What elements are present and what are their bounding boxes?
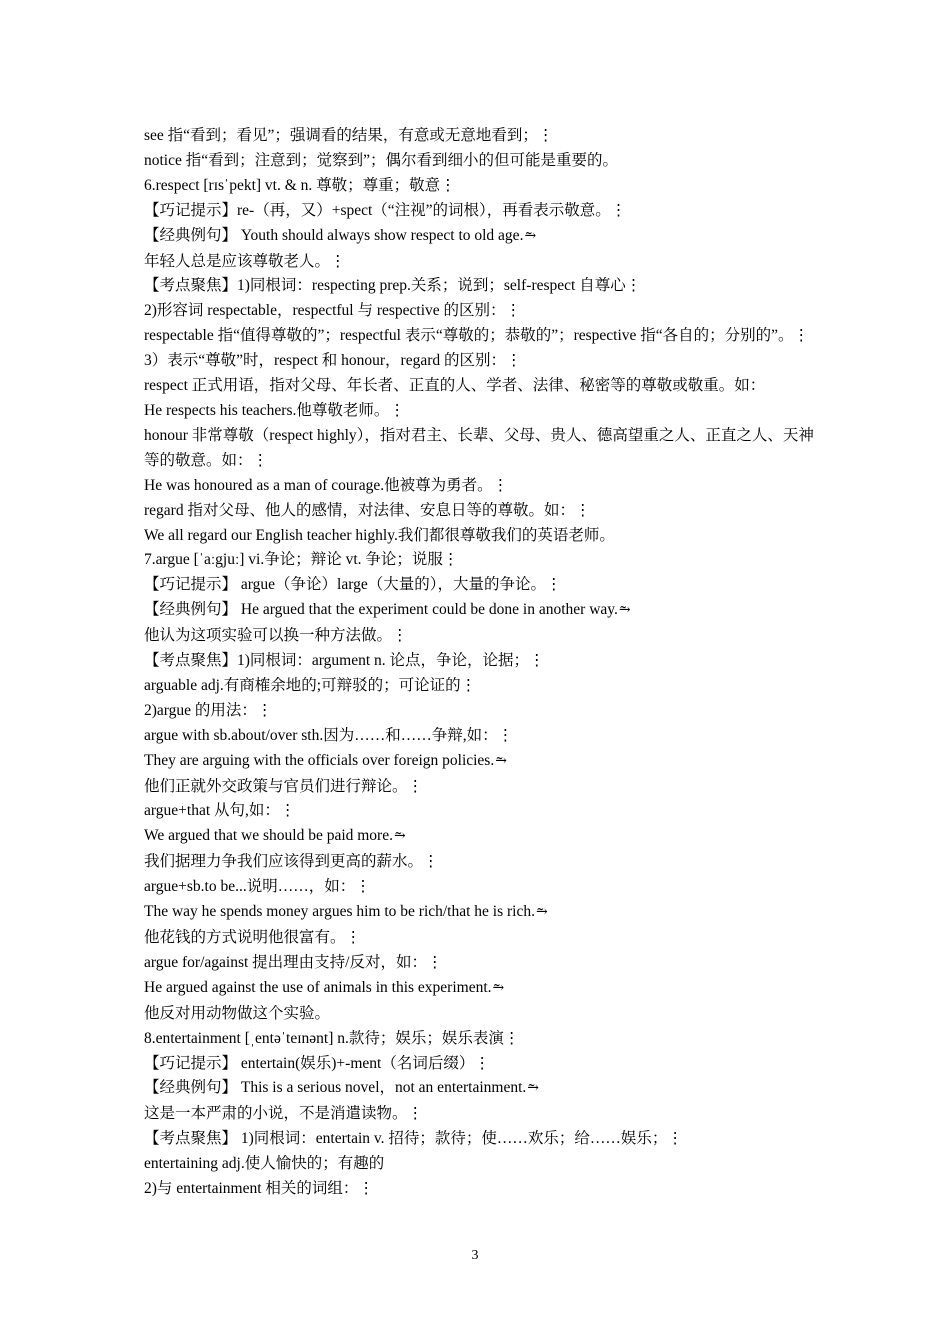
example-line [144,598,814,624]
text-line: see 指“看到；看见”；强调看的结果，有意或无意地看到；⋮ [144,127,554,144]
text-line: 【考点聚焦】1)同根词：argument n. 论点，争论，论据；⋮ [144,652,545,670]
example-text: We argued that we should be paid more. [144,827,393,845]
text-line: 2)与 entertainment 相关的词组：⋮ [144,1180,374,1198]
example-line [144,749,814,775]
example-text: 【经典例句】 This is a serious novel，not an entertainment. [144,1079,527,1097]
text-line: 【巧记提示】 entertain(娱乐)+-ment（名词后缀）⋮ [144,1054,490,1072]
text-line: 【巧记提示】 argue（争论）large（大量的），大量的争论。⋮ [144,576,562,594]
example-line [144,824,814,850]
example-text: 【经典例句】 Youth should always show respect to old age. [144,226,524,244]
link-mark-icon: ⥲ [495,753,507,769]
text-line: 他们正就外交政策与官员们进行辩论。⋮ [144,777,424,795]
text-line: We all regard our English teacher highly.我们都很尊敬我们的英语老师。 [144,526,615,544]
text-line: notice 指“看到；注意到；觉察到”；偶尔看到细小的但可能是重要的。 [144,151,619,169]
example-text: 【经典例句】 He argued that the experiment could be done in another way. [144,601,618,619]
text-line: 他认为这项实验可以换一种方法做。⋮ [144,627,408,645]
page-number: 3 [471,1248,479,1263]
text-line: 【考点聚焦】1)同根词：respecting prep.关系；说到；self-respect 自尊心⋮ [144,277,642,295]
example-line [144,900,814,926]
text-line: argue with sb.about/over sth.因为……和……争辩,如：⋮ [144,726,514,744]
text-line: 8.entertainment [ˌentəˈteɪnənt] n.款待；娱乐；娱乐表演⋮ [144,1029,520,1047]
text-line: 年轻人总是应该尊敬老人。⋮ [144,252,346,270]
text-line: respect 正式用语，指对父母、年长者、正直的人、学者、法律、秘密等的尊敬或敬重。如： [144,377,766,395]
text-line: 他花钱的方式说明他很富有。⋮ [144,929,362,946]
text-line: argue for/against 提出理由支持/反对，如：⋮ [144,953,443,971]
link-mark-icon: ⥲ [536,905,548,921]
link-mark-icon: ⥲ [618,603,631,619]
example-text: He argued against the use of animals in this experiment. [144,978,492,996]
text-line: 7.argue [ˈaːgjuː] vi.争论；辩论 vt. 争论；说服⋮ [144,551,459,569]
example-line [144,224,814,250]
text-line: 6.respect [rɪsˈpekt] vt. & n. 尊敬；尊重；敬意⋮ [144,176,456,194]
example-text: They are arguing with the officials over foreign policies. [144,751,495,769]
text-line: arguable adj.有商榷余地的;可辩驳的；可论证的⋮ [144,676,477,694]
text-line: argue+sb.to be...说明……，如：⋮ [144,878,371,896]
page-body [144,124,814,1202]
text-line: respectable 指“值得尊敬的”；respectful 表示“尊敬的；恭敬的”；respective 指“各自的；分别的”。⋮ [144,327,810,345]
link-mark-icon: ⥲ [527,1081,540,1097]
example-text: The way he spends money argues him to be rich/that he is rich. [144,903,535,921]
link-mark-icon: ⥲ [393,829,406,845]
text-line: 【巧记提示】re-（再，又）+spect（“注视”的词根），再看表示敬意。⋮ [144,201,627,219]
link-mark-icon: ⥲ [492,980,505,996]
text-line: entertaining adj.使人愉快的；有趣的 [144,1155,385,1173]
text-line: 这是一本严肃的小说，不是消遣读物。⋮ [144,1105,424,1123]
text-line: He respects his teachers.他尊敬老师。⋮ [144,401,405,419]
text-line: 【考点聚焦】 1)同根词：entertain v. 招待；款待；使……欢乐；给……娱乐；⋮ [144,1130,683,1148]
text-line: honour 非常尊敬（respect highly），指对君主、长辈、父母、贵人、德高望重之人、正直之人、天神等的敬意。如：⋮ [144,426,814,469]
text-line: 2)形容词 respectable，respectful 与 respective 的区别：⋮ [144,302,522,320]
text-line: regard 指对父母、他人的感情，对法律、安息日等的尊敬。如：⋮ [144,501,591,519]
text-line: 2)argue 的用法：⋮ [144,701,273,719]
text-line: 他反对用动物做这个实验。 [144,1004,331,1022]
text-line: argue+that 从句,如：⋮ [144,802,296,820]
link-mark-icon: ⥲ [524,228,537,244]
text-line: He was honoured as a man of courage.他被尊为勇者。⋮ [144,476,509,494]
example-line [144,1076,814,1102]
text-line: 我们据理力争我们应该得到更高的薪水。⋮ [144,853,439,871]
text-line: 3）表示“尊敬”时，respect 和 honour，regard 的区别：⋮ [144,352,522,370]
example-line [144,976,814,1002]
